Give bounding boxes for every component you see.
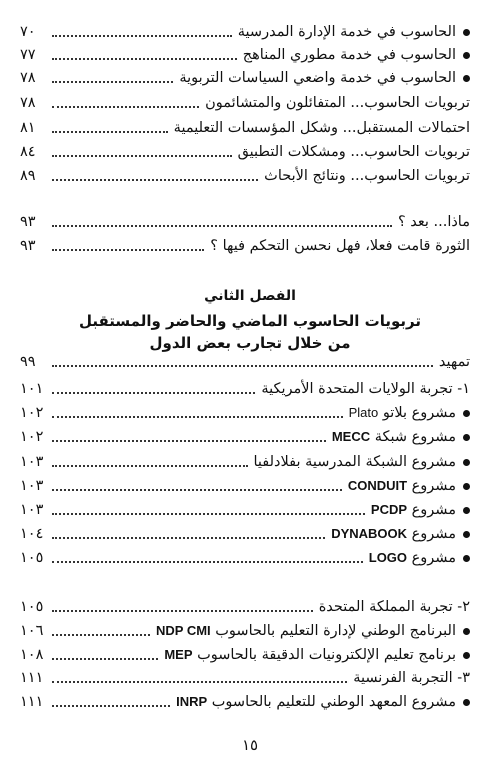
toc-entry-title: مشروع: [411, 550, 456, 566]
dot-leader: [52, 634, 150, 636]
toc-entry-title: مشروع شبكة: [374, 429, 456, 445]
dot-leader: [52, 416, 343, 418]
dot-leader: [52, 513, 365, 515]
bullet-icon: [463, 531, 470, 538]
toc-entry[interactable]: [20, 403, 470, 423]
dot-leader: [52, 392, 255, 394]
toc-entry[interactable]: [20, 645, 470, 665]
dot-leader: [52, 658, 158, 660]
toc-page-number: ١٠٤: [20, 526, 44, 542]
toc-page-number: ١٠٦: [20, 623, 44, 639]
toc-entry-title: مشروع المعهد الوطني للتعليم بالحاسوب: [211, 694, 456, 710]
toc-page-number: ٩٩: [20, 354, 36, 370]
dot-leader: [52, 179, 258, 181]
toc-entry-title: الحاسوب في خدمة الإدارة المدرسية: [237, 24, 456, 40]
toc-page-number: ٧٠: [20, 24, 36, 40]
bullet-icon: [463, 29, 470, 36]
toc-entry-latin: Plato: [348, 405, 379, 420]
toc-entry[interactable]: [20, 692, 470, 712]
toc-page-number: ١٠٣: [20, 502, 44, 518]
toc-entry[interactable]: [20, 476, 470, 496]
toc-entry-latin: MECC: [331, 429, 371, 444]
toc-entry[interactable]: [20, 22, 470, 42]
dot-leader: [52, 225, 392, 227]
toc-entry-latin: NDP CMI: [156, 623, 211, 638]
bullet-icon: [463, 699, 470, 706]
toc-entry[interactable]: [20, 452, 470, 472]
page-number: ١٥: [241, 736, 259, 754]
toc-entry-title: مشروع بلاتو: [382, 405, 456, 421]
toc-entry-title: تربويات الحاسوب... ومشكلات التطبيق: [237, 144, 470, 160]
toc-entry[interactable]: [20, 500, 470, 520]
toc-entry-title: الثورة قامت فعلا، فهل نحسن التحكم فيها ؟: [210, 238, 470, 254]
toc-entry-title: ماذا... بعد ؟: [397, 214, 470, 230]
toc-entry-title: ١- تجربة الولايات المتحدة الأمريكية: [261, 381, 470, 397]
toc-entry[interactable]: [20, 524, 470, 544]
toc-page-number: ١٠٣: [20, 454, 44, 470]
bullet-icon: [463, 483, 470, 490]
toc-entry-latin: PCDP: [370, 502, 408, 517]
dot-leader: [52, 489, 342, 491]
toc-page-number: ٧٧: [20, 47, 36, 63]
toc-entry-latin: MEP: [164, 647, 193, 662]
toc-page-number: ٨٤: [20, 144, 36, 160]
toc-page-number: ٨١: [20, 120, 36, 136]
dot-leader: [52, 81, 173, 83]
toc-entry-title: مشروع: [411, 478, 456, 494]
bullet-icon: [463, 410, 470, 417]
toc-entry[interactable]: [20, 93, 470, 113]
toc-page-number: ١٠٢: [20, 429, 44, 445]
toc-entry-latin: DYNABOOK: [331, 526, 408, 541]
toc-entry-title: البرنامج الوطني لإدارة التعليم بالحاسوب: [215, 623, 456, 639]
toc-entry[interactable]: [20, 68, 470, 88]
toc-entry-title: احتمالات المستقبل... وشكل المؤسسات التعليمية: [173, 120, 470, 136]
dot-leader: [52, 155, 232, 157]
toc-entry-latin: LOGO: [368, 550, 408, 565]
toc-page-number: ١٠١: [20, 381, 44, 397]
dot-leader: [52, 537, 325, 539]
toc-entry-title: تربويات الحاسوب... ونتائج الأبحاث: [264, 168, 470, 184]
bullet-icon: [463, 459, 470, 466]
toc-entry[interactable]: [20, 142, 470, 162]
toc-entry-title: تمهيد: [438, 354, 470, 370]
chapter-subtitle: من خلال تجارب بعض الدول: [149, 334, 351, 352]
toc-entry[interactable]: [20, 548, 470, 568]
bullet-icon: [463, 507, 470, 514]
toc-page-number: ٩٣: [20, 214, 36, 230]
toc-entry-latin: INRP: [176, 694, 208, 709]
toc-page-number: ١١١: [20, 670, 44, 686]
dot-leader: [52, 106, 199, 108]
toc-entry-title: الحاسوب في خدمة مطوري المناهج: [242, 47, 456, 63]
toc-page-number: ٧٨: [20, 70, 36, 86]
toc-entry[interactable]: [20, 668, 470, 688]
dot-leader: [52, 249, 204, 251]
toc-entry[interactable]: [20, 621, 470, 641]
dot-leader: [52, 58, 237, 60]
chapter-title: تربويات الحاسوب الماضي والحاضر والمستقبل: [78, 312, 422, 330]
toc-page-number: ٨٩: [20, 168, 36, 184]
toc-entry-title: الحاسوب في خدمة واضعي السياسات التربوية: [179, 70, 456, 86]
toc-page-number: ٩٣: [20, 238, 36, 254]
toc-entry[interactable]: [20, 427, 470, 447]
toc-entry-latin: CONDUIT: [347, 478, 408, 493]
bullet-icon: [463, 52, 470, 59]
toc-page-number: ١٠٨: [20, 647, 44, 663]
toc-entry[interactable]: [20, 379, 470, 399]
dot-leader: [52, 131, 168, 133]
toc-page-number: ١٠٢: [20, 405, 44, 421]
toc-entry-title: مشروع: [411, 502, 456, 518]
dot-leader: [52, 35, 232, 37]
bullet-icon: [463, 628, 470, 635]
toc-entry-title: ٣- التجربة الفرنسية: [353, 670, 470, 686]
bullet-icon: [463, 652, 470, 659]
toc-page-number: ١٠٣: [20, 478, 44, 494]
toc-entry-title: ٢- تجربة المملكة المتحدة: [318, 599, 470, 615]
dot-leader: [52, 440, 326, 442]
dot-leader: [52, 561, 363, 563]
dot-leader: [52, 365, 433, 367]
bullet-icon: [463, 555, 470, 562]
dot-leader: [52, 681, 347, 683]
dot-leader: [52, 465, 248, 467]
toc-entry[interactable]: [20, 118, 470, 138]
toc-entry[interactable]: [20, 236, 470, 256]
dot-leader: [52, 705, 170, 707]
dot-leader: [52, 610, 313, 612]
toc-entry[interactable]: [20, 45, 470, 65]
toc-entry-title: برنامج تعليم الإلكترونيات الدقيقة بالحاسوب: [197, 647, 456, 663]
toc-entry-title: تربويات الحاسوب... المتفائلون والمتشائمون: [205, 95, 470, 111]
toc-entry-title: مشروع: [411, 526, 456, 542]
toc-page-number: ١١١: [20, 694, 44, 710]
toc-entry[interactable]: [20, 212, 470, 232]
bullet-icon: [463, 434, 470, 441]
toc-page-number: ١٠٥: [20, 550, 44, 566]
toc-entry[interactable]: [20, 352, 470, 372]
chapter-label: الفصل الثاني: [204, 288, 296, 304]
toc-page-number: ٧٨: [20, 95, 36, 111]
toc-entry[interactable]: [20, 166, 470, 186]
toc-page-number: ١٠٥: [20, 599, 44, 615]
toc-entry-title: مشروع الشبكة المدرسية بفلادلفيا: [253, 454, 456, 470]
bullet-icon: [463, 75, 470, 82]
toc-entry[interactable]: [20, 597, 470, 617]
